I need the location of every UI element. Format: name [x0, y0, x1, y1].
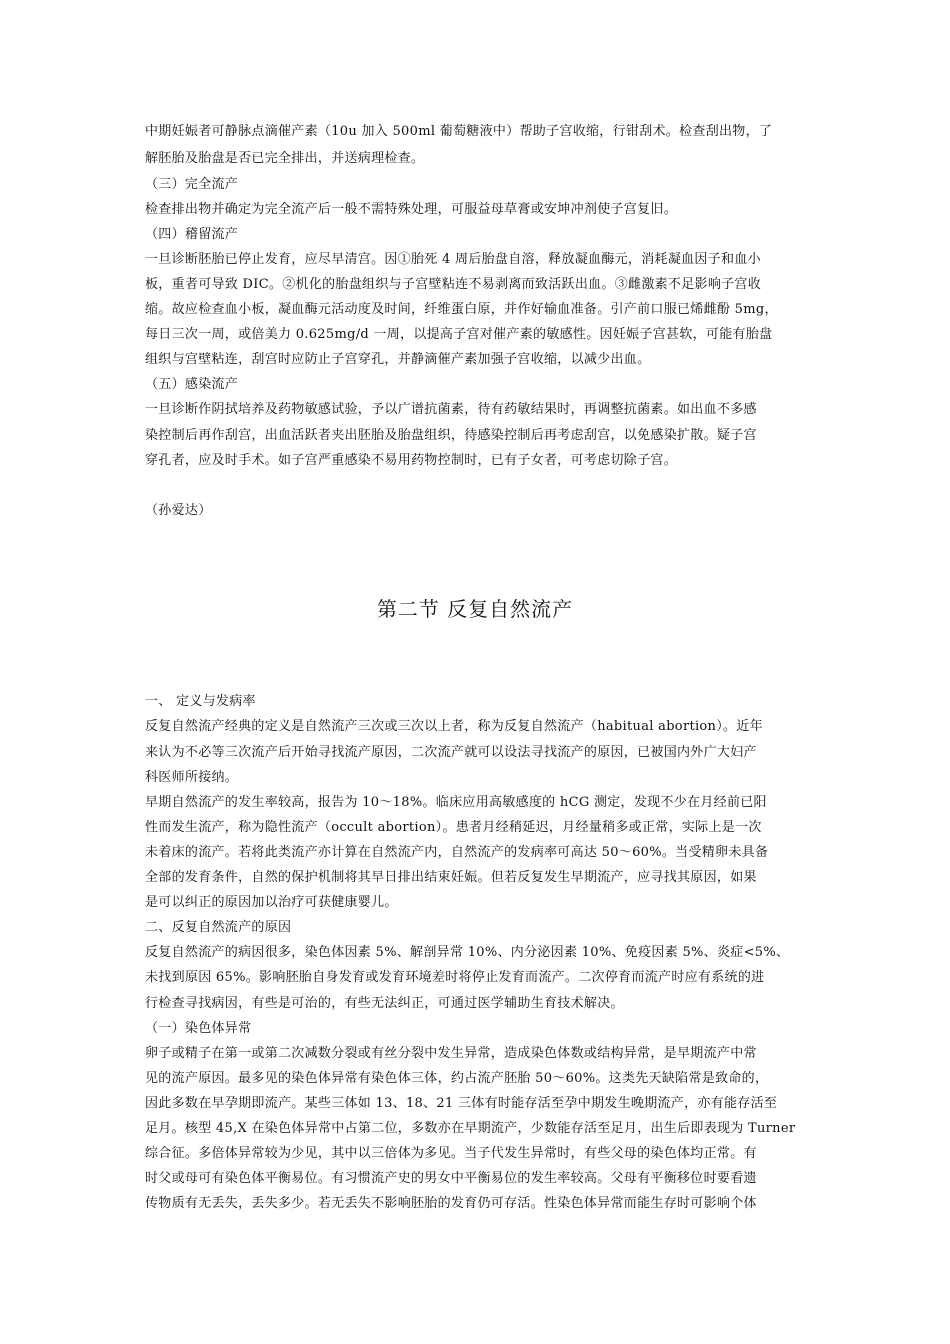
paragraph-line: 卵子或精子在第一或第二次减数分裂或有丝分裂中发生异常，造成染色体数或结构异常，是早期流产中常 [145, 1046, 757, 1061]
section-title: 第二节 反复自然流产 [376, 597, 574, 621]
subheading-infected-abortion: （五）感染流产 [145, 377, 239, 392]
paragraph-line: 综合征。多倍体异常较为少见，其中以三倍体为多见。当子代发生异常时，有些父母的染色体均正常。有 [145, 1146, 757, 1161]
paragraph-line: 全部的发育条件，自然的保护机制将其早日排出结束妊娠。但若反复发生早期流产，应寻找其原因，如果 [145, 870, 757, 885]
paragraph-line: 足月。核型 45,X 在染色体异常中占第二位，多数亦在早期流产，少数能存活至足月，出生后即表现为 Turner [145, 1121, 796, 1136]
paragraph-line: 未着床的流产。若将此类流产亦计算在自然流产内，自然流产的发病率可高达 50～60%。当受精卵未具备 [145, 845, 769, 860]
paragraph-line: 中期妊娠者可静脉点滴催产素（10u 加入 500ml 葡萄糖液中）帮助子宫收缩，行钳刮术。检查刮出物，了 [145, 124, 773, 139]
paragraph-line: 解胚胎及胎盘是否已完全排出，并送病理检查。 [145, 151, 425, 166]
paragraph-line: 一旦诊断作阴拭培养及药物敏感试验，予以广谱抗菌素，待有药敏结果时，再调整抗菌素。如出血不多感 [145, 402, 757, 417]
paragraph-line: 板，重者可导致 DIC。②机化的胎盘组织与子宫壁粘连不易剥离而致活跃出血。③雌激素不足影响子宫收 [145, 277, 762, 292]
heading-causes: 二、反复自然流产的原因 [145, 920, 292, 935]
subheading-missed-abortion: （四）稽留流产 [145, 227, 239, 242]
paragraph-line: 时父或母可有染色体平衡易位。有习惯流产史的男女中平衡易位的发生率较高。父母有平衡移位时要看遗 [145, 1171, 757, 1186]
paragraph-line: 反复自然流产的病因很多，染色体因素 5%、解剖异常 10%、内分泌因素 10%、免疫因素 5%、炎症<5%、 [145, 945, 790, 960]
paragraph-line: 行检查寻找病因，有些是可治的，有些无法纠正，可通过医学辅助生育技术解决。 [145, 996, 624, 1011]
author-name: （孙爱达） [145, 503, 212, 518]
paragraph-line: 科医师所接纳。 [145, 770, 239, 785]
paragraph-line: 反复自然流产经典的定义是自然流产三次或三次以上者，称为反复自然流产（habitual abortion）。近年 [145, 719, 763, 734]
paragraph-line: 检查排出物并确定为完全流产后一般不需特殊处理，可服益母草膏或安坤冲剂使子宫复旧。 [145, 202, 678, 217]
paragraph-line: 组织与宫壁粘连，刮宫时应防止子宫穿孔，并静滴催产素加强子宫收缩，以减少出血。 [145, 352, 651, 367]
paragraph-line: 见的流产原因。最多见的染色体异常有染色体三体，约占流产胚胎 50～60%。这类先天缺陷常是致命的， [145, 1071, 769, 1086]
paragraph-line: 一旦诊断胚胎已停止发育，应尽早清宫。因①胎死 4 周后胎盘自溶，释放凝血酶元，消耗凝血因子和血小 [145, 252, 761, 267]
paragraph-line: 来认为不必等三次流产后开始寻找流产原因，二次流产就可以设法寻找流产的原因，已被国内外广大妇产 [145, 745, 757, 760]
paragraph-line: 传物质有无丢失，丢失多少。若无丢失不影响胚胎的发育仍可存活。性染色体异常而能生存时可影响个体 [145, 1196, 757, 1211]
paragraph-line: 早期自然流产的发生率较高，报告为 10～18%。临床应用高敏感度的 hCG 测定，发现不少在月经前已阳 [145, 795, 767, 810]
subheading-chromosome: （一）染色体异常 [145, 1021, 252, 1036]
paragraph-line: 染控制后再作刮宫，出血活跃者夹出胚胎及胎盘组织，待感染控制后再考虑刮宫，以免感染扩散。疑子宫 [145, 428, 757, 443]
heading-definition: 一、 定义与发病率 [145, 694, 256, 709]
paragraph-line: 因此多数在早孕期即流产。某些三体如 13、18、21 三体有时能存活至孕中期发生晚期流产，亦有能存活至 [145, 1096, 778, 1111]
paragraph-line: 每日三次一周，或倍美力 0.625mg/d 一周，以提高子宫对催产素的敏感性。因妊娠子宫甚软，可能有胎盘 [145, 327, 773, 342]
paragraph-line: 性而发生流产，称为隐性流产（occult abortion）。患者月经稍延迟，月经量稍多或正常，实际上是一次 [145, 820, 762, 835]
paragraph-line: 未找到原因 65%。影响胚胎自身发育或发育环境差时将停止发育而流产。二次停育而流产时应有系统的进 [145, 970, 765, 985]
paragraph-line: 穿孔者，应及时手术。如子宫严重感染不易用药物控制时，已有子女者，可考虑切除子宫。 [145, 453, 678, 468]
paragraph-line: 是可以纠正的原因加以治疗可获健康婴儿。 [145, 895, 398, 910]
subheading-complete-abortion: （三）完全流产 [145, 177, 239, 192]
paragraph-line: 缩。故应检查血小板，凝血酶元活动度及时间，纤维蛋白原，并作好输血准备。引产前口服已烯雌酚 5mg， [145, 302, 778, 317]
